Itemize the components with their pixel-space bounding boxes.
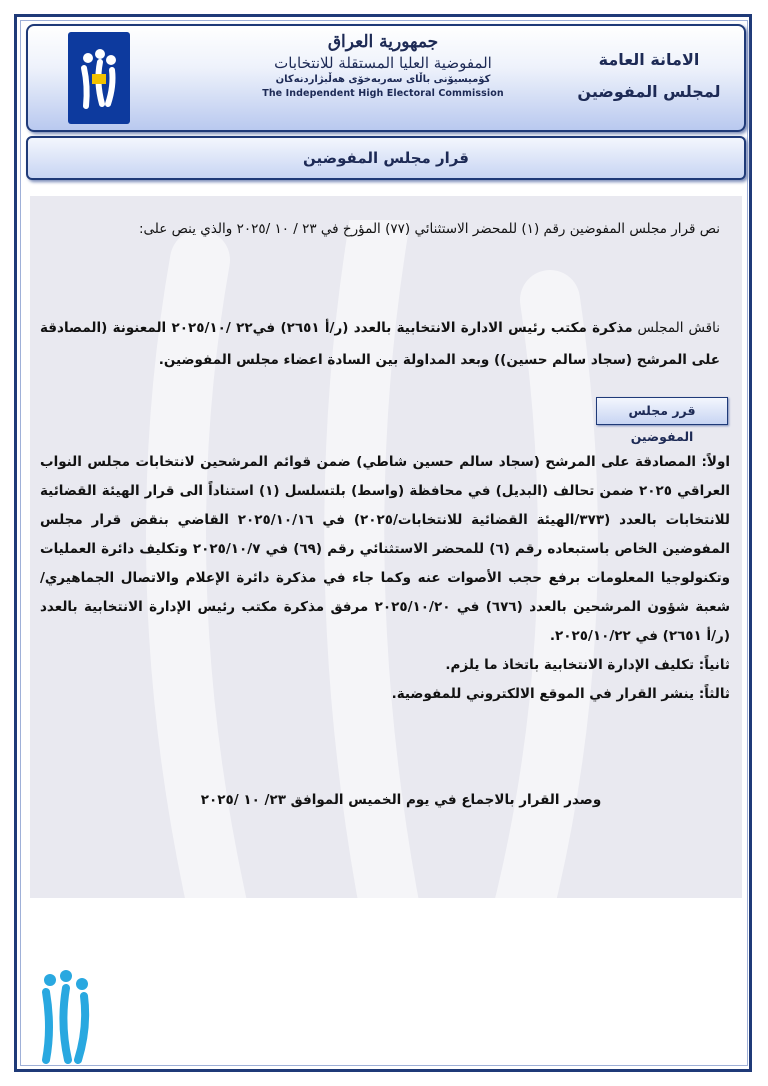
- arabic-commission-name: المفوضية العليا المستقلة للانتخابات: [274, 54, 492, 72]
- commission-logo: [68, 32, 130, 124]
- english-commission-name: The Independent High Electoral Commission: [262, 88, 504, 99]
- secretariat-title-line2: لمجلس المفوضين: [577, 82, 721, 101]
- decision-heading: قرر مجلس المفوضين: [596, 397, 728, 425]
- decision-items: [40, 448, 730, 709]
- decision-item-2: ثانياً: تكليف الإدارة الانتخابية باتخاذ ما يلزم.: [445, 657, 730, 673]
- secretariat-title-line1: الامانة العامة: [598, 50, 700, 69]
- document-title: قرار مجلس المفوضين: [26, 136, 746, 180]
- discussion-memo: مذكرة مكتب رئيس الادارة الانتخابية بالعدد (ر/أ ٢٦٥١) في٢٢ /٢٠٢٥/١٠ المعنونة (المصادقة على المرشح (سجاد سالم حسين)) وبعد المداولة بين السادة اعضاء مجلس المفوضين.: [40, 320, 720, 368]
- footer-logo-icon: [36, 968, 98, 1064]
- kurdish-commission-name: کۆمیسیۆنی باڵای سەربەخۆی هەڵبژاردنەکان: [275, 74, 491, 85]
- intro-paragraph: نص قرار مجلس المفوضين رقم (١) للمحضر الاستثنائي (٧٧) المؤرخ في ٢٣ / ١٠ /٢٠٢٥ والذي ينص على:: [139, 221, 720, 237]
- arabic-republic-name: جمهورية العراق: [327, 32, 439, 52]
- discussion-lead: ناقش المجلس: [637, 320, 721, 336]
- logo-figures-icon: [78, 46, 120, 110]
- letterhead: [26, 24, 746, 132]
- decision-item-1: اولاً: المصادقة على المرشح (سجاد سالم حسين شاطي) ضمن قوائم المرشحين لانتخابات مجلس النواب العراقي ٢٠٢٥ ضمن تحالف (البديل) في محافظة (واسط) بلتسلسل (١) استناداً الى قرار الهيئة القضائية للانتخابات بالعدد (٣٧٣/الهيئة القضائية للانتخابات/٢٠٢٥) في ٢٠٢٥/١٠/١٦ القاضي بنقض قرار مجلس المفوضين الخاص باستبعاده رقم (٦) للمحضر الاستثنائي رقم (٦٩) في ٢٠٢٥/١٠/٧ وتكليف دائرة العمليات وتكنولوجيا المعلومات برفع حجب الأصوات عنه وكما جاء في مذكرة دائرة الإعلام والاتصال الجماهيري/شعبة شؤون المرشحين بالعدد (٦٧٦) في ٢٠٢٥/١٠/٢٠ مرفق مذكرة مكتب رئيس الإدارة الانتخابية بالعدد (ر/أ ٢٦٥١) في ٢٠٢٥/١٠/٢٢.: [40, 454, 730, 644]
- commission-name-block: [258, 32, 508, 128]
- discussion-paragraph: [40, 312, 720, 376]
- decision-item-3: ثالثاً: ينشر القرار في الموقع الالكتروني للمفوضية.: [391, 686, 730, 702]
- secretariat-title: [574, 44, 724, 108]
- issuance-statement: وصدر القرار بالاجماع في يوم الخميس الموافق ٢٣/ ١٠ /٢٠٢٥: [200, 792, 602, 808]
